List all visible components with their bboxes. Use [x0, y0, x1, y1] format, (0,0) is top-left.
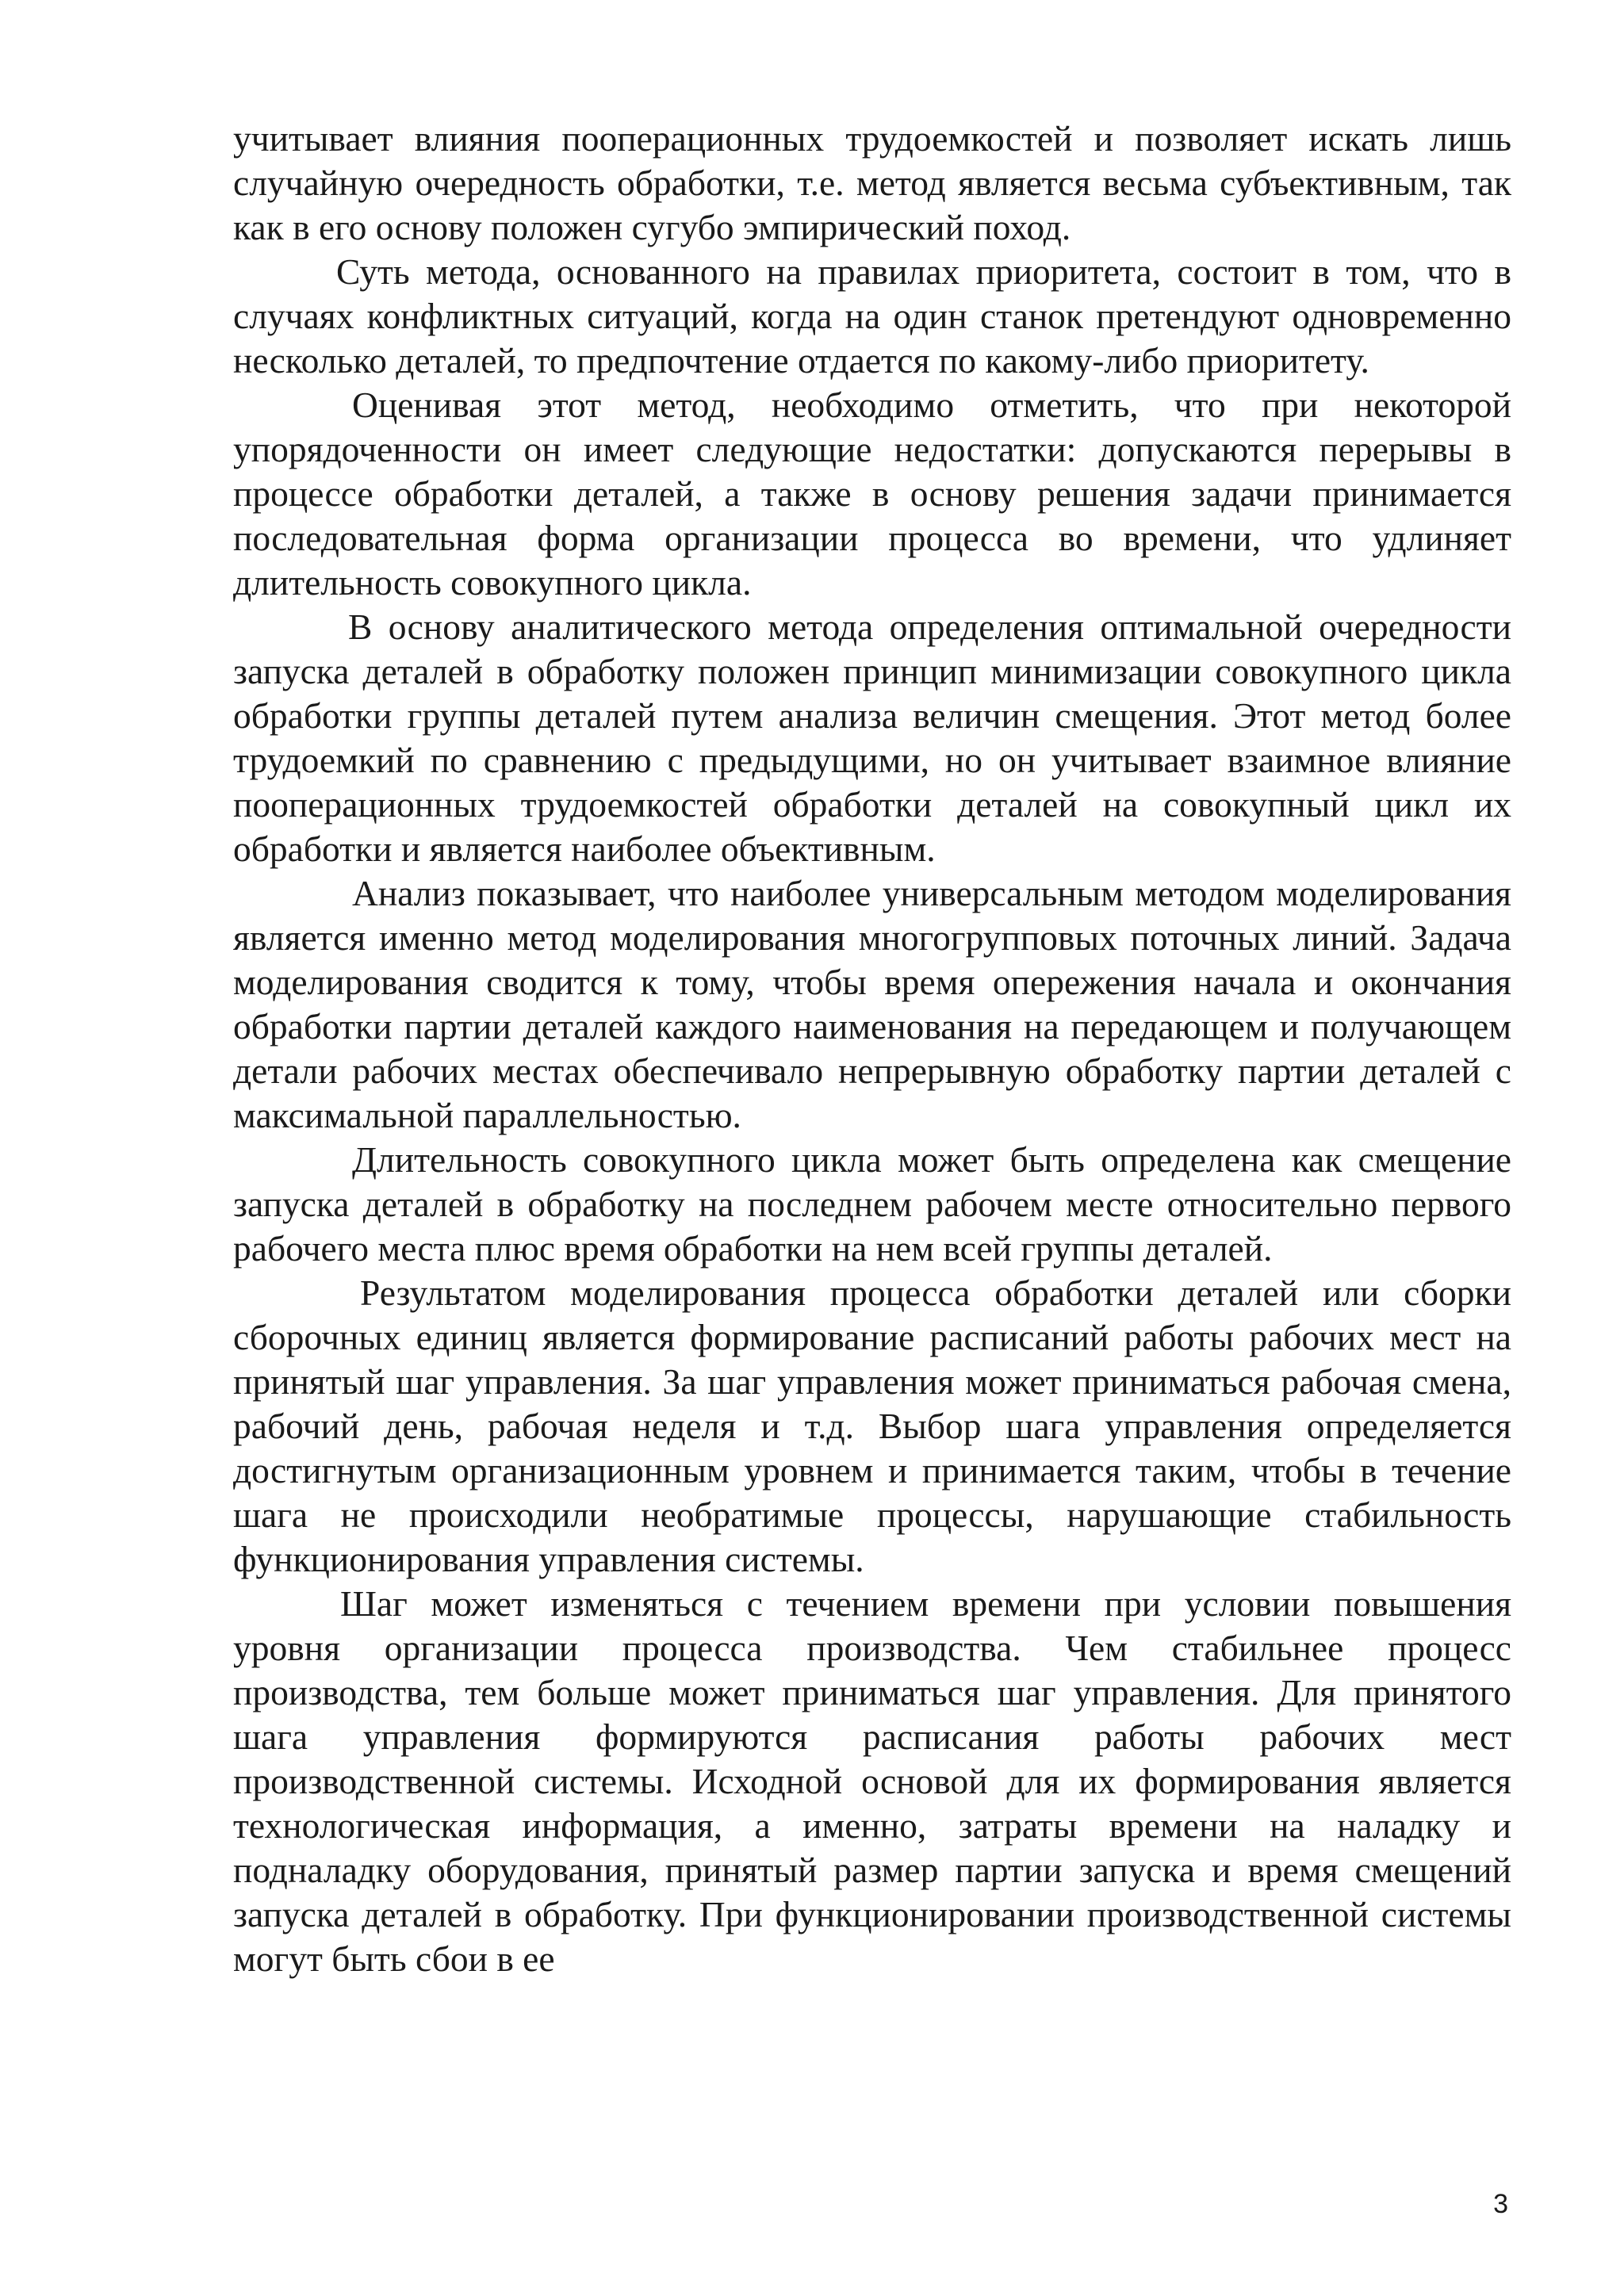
paragraph-priority-method: Суть метода, основанного на правилах приоритета, состоит в том, что в случаях конфликтных ситуаций, когда на один станок претендуют одновременно несколько деталей, то предпочтение отдается по какому-либо приоритету.	[233, 251, 1511, 381]
paragraph-method-evaluation: Оценивая этот метод, необходимо отметить, что при некоторой упорядоченности он имеет следующие недостатки: допускаются перерывы в процессе обработки деталей, а также в основу решения задачи принимается последовательная форма организации процесса во времени, что удлиняет длительность совокупного цикла.	[233, 385, 1511, 603]
paragraph-control-step: Шаг может изменяться с течением времени при условии повышения уровня организации процесса производства. Чем стабильнее процесс производства, тем больше может приниматься шаг управления. Для принятого шага управления формируются расписания работы рабочих мест производственной системы. Исходной основой для их формирования является технологическая информация, а именно, затраты времени на наладку и подналадку оборудования, принятый размер партии запуска и время смещений запуска деталей в обработку. При функционировании производственной системы могут быть сбои в ее	[233, 1583, 1511, 1979]
page-number: 3	[1493, 2189, 1508, 2219]
paragraph-analysis: Анализ показывает, что наиболее универсальным методом моделирования является именно метод моделирования многогрупповых поточных линий. Задача моделирования сводится к тому, чтобы время опережения начала и окончания обработки партии деталей каждого наименования на передающем и получающем детали рабочих местах обеспечивало непрерывную обработку партии деталей с максимальной параллельностью.	[233, 873, 1511, 1135]
paragraph-analytical-method: В основу аналитического метода определения оптимальной очередности запуска деталей в обработку положен принцип минимизации совокупного цикла обработки группы деталей путем анализа величин смещения. Этот метод более трудоемкий по сравнению с предыдущими, но он учитывает взаимное влияние пооперационных трудоемкостей обработки деталей на совокупный цикл их обработки и является наиболее объективным.	[233, 607, 1511, 869]
document-body	[233, 117, 1511, 1981]
paragraph-cycle-duration: Длительность совокупного цикла может быть определена как смещение запуска деталей в обработку на последнем рабочем месте относительно первого рабочего места плюс время обработки на нем всей группы деталей.	[233, 1139, 1511, 1269]
paragraph-continuation: учитывает влияния пооперационных трудоемкостей и позволяет искать лишь случайную очередность обработки, т.е. метод является весьма субъективным, так как в его основу положен сугубо эмпирический поход.	[233, 118, 1511, 247]
paragraph-modeling-result: Результатом моделирования процесса обработки деталей или сборки сборочных единиц является формирование расписаний работы рабочих мест на принятый шаг управления. За шаг управления может приниматься рабочая смена, рабочий день, рабочая неделя и т.д. Выбор шага управления определяется достигнутым организационным уровнем и принимается таким, чтобы в течение шага не происходили необратимые процессы, нарушающие стабильность функционирования управления системы.	[233, 1272, 1511, 1579]
